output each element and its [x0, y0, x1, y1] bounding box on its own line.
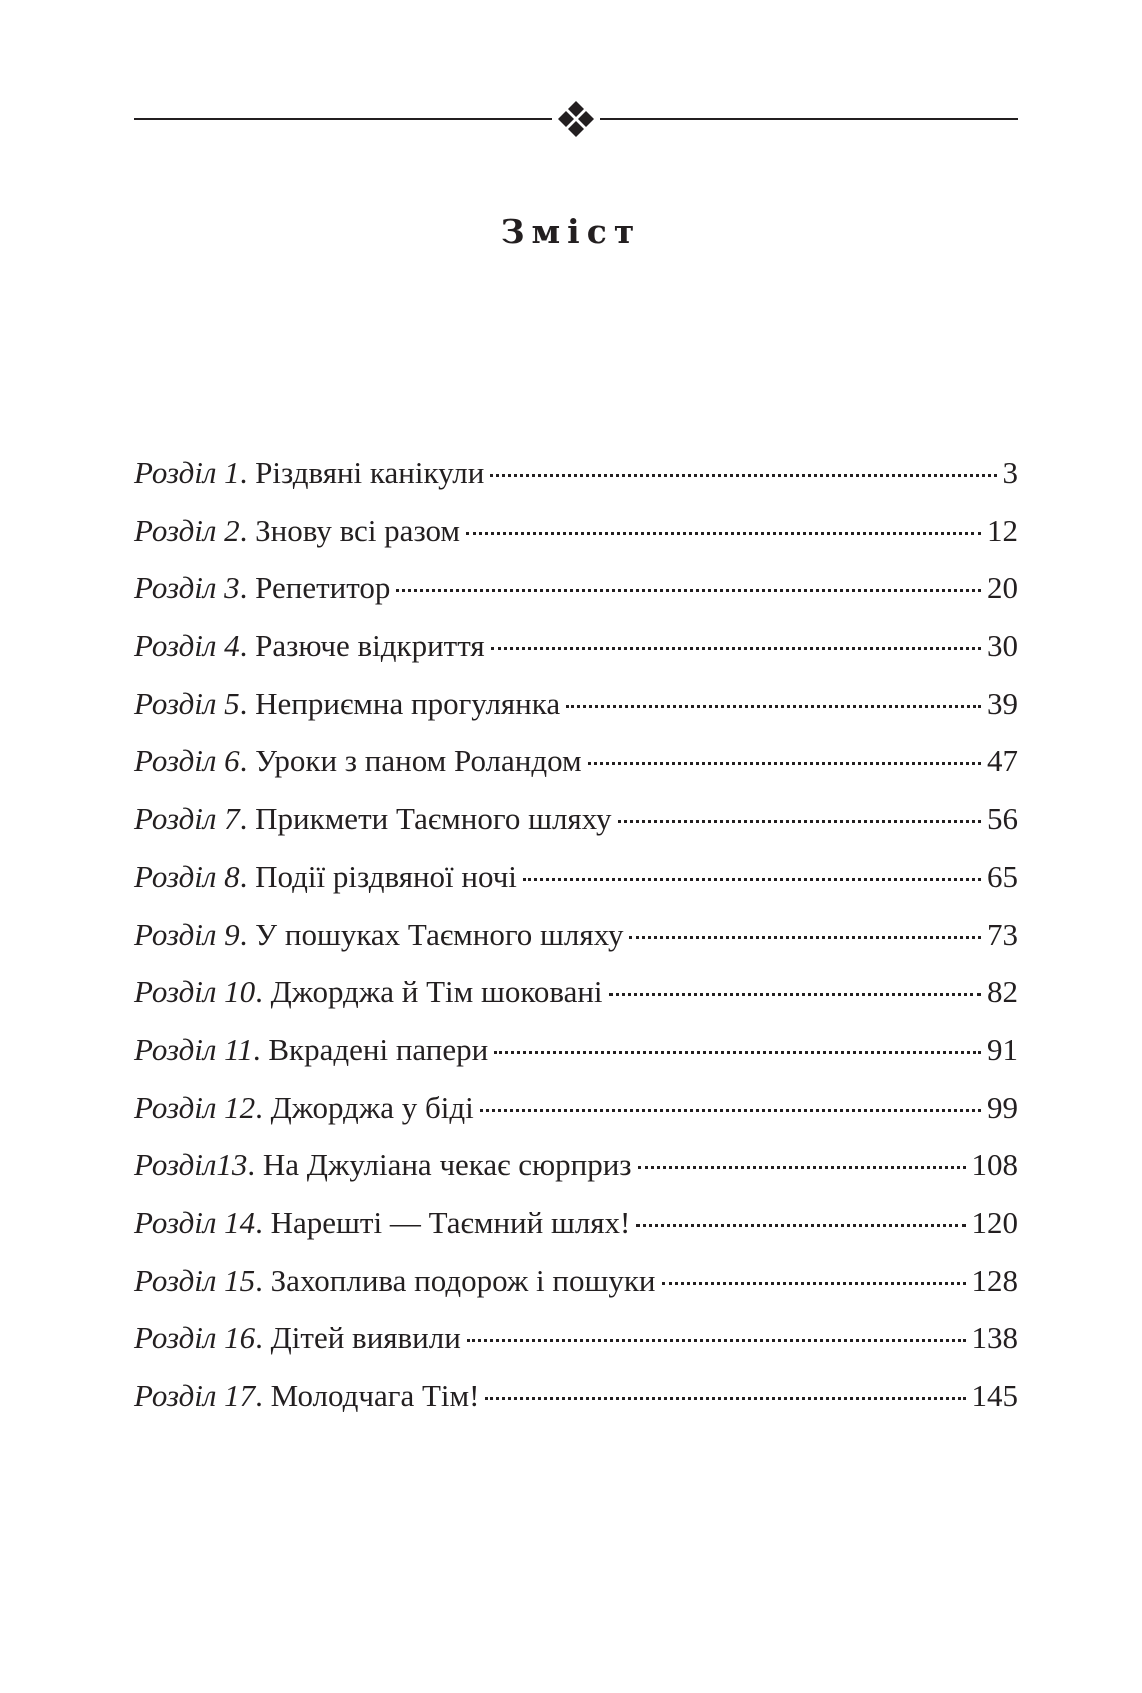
- toc-page-number: 138: [971, 1320, 1018, 1356]
- toc-entry: [134, 1090, 1018, 1148]
- page-title: Зміст: [500, 212, 642, 251]
- toc-entry: [134, 513, 1018, 571]
- toc-entry: [134, 1147, 1018, 1205]
- table-of-contents: [134, 455, 1018, 1436]
- toc-leader-dots: [396, 589, 981, 592]
- toc-leader-dots: [638, 1166, 966, 1169]
- toc-leader-dots: [588, 762, 981, 765]
- toc-chapter-title: Репетитор: [255, 570, 391, 606]
- toc-separator: .: [255, 1320, 271, 1356]
- toc-leader-dots: [566, 705, 981, 708]
- toc-chapter-label: Розділ 11: [134, 1031, 253, 1067]
- toc-separator: .: [255, 1378, 271, 1413]
- toc-leader-dots: [466, 532, 981, 535]
- toc-page-number: 56: [987, 801, 1018, 837]
- toc-separator: .: [255, 1089, 271, 1125]
- toc-chapter-title: У пошуках Таємного шляху: [255, 916, 624, 952]
- toc-chapter-title: Захоплива подорож і пошуки: [270, 1262, 656, 1298]
- toc-chapter-label: Розділ 14: [134, 1204, 256, 1240]
- toc-chapter-label: Розділ 6: [134, 743, 240, 779]
- toc-leader-dots: [467, 1339, 966, 1342]
- toc-separator: .: [247, 1147, 263, 1183]
- toc-entry: [134, 1378, 1018, 1436]
- toc-entry: [134, 859, 1018, 917]
- toc-entry: [134, 1263, 1018, 1321]
- toc-chapter-label: Розділ 9: [134, 916, 240, 952]
- toc-chapter-label: Розділ13: [134, 1147, 248, 1183]
- toc-chapter-title: Джорджа у біді: [270, 1089, 474, 1125]
- toc-chapter-title: На Джуліана чекає сюрприз: [262, 1147, 632, 1183]
- toc-chapter-label: Розділ 4: [134, 628, 240, 664]
- toc-leader-dots: [494, 1051, 981, 1054]
- toc-chapter-label: Розділ 5: [134, 685, 240, 721]
- toc-page-number: 3: [1002, 455, 1018, 490]
- toc-chapter-title: Дітей виявили: [270, 1320, 461, 1356]
- toc-page-number: 65: [987, 858, 1018, 894]
- toc-entry: [134, 974, 1018, 1032]
- toc-leader-dots: [485, 1397, 965, 1400]
- toc-leader-dots: [662, 1282, 966, 1285]
- toc-chapter-label: Розділ 15: [134, 1262, 256, 1298]
- toc-separator: .: [255, 1204, 271, 1240]
- toc-entry: [134, 743, 1018, 801]
- toc-chapter-label: Розділ 16: [134, 1320, 256, 1356]
- ornament-rule: [134, 99, 1018, 139]
- toc-chapter-title: Молодчага Тім!: [270, 1378, 480, 1413]
- toc-entry: [134, 628, 1018, 686]
- toc-page-number: 39: [987, 685, 1018, 721]
- toc-leader-dots: [636, 1224, 965, 1227]
- toc-chapter-title: Вкрадені папери: [268, 1031, 489, 1067]
- toc-page-number: 120: [971, 1204, 1018, 1240]
- toc-leader-dots: [629, 936, 981, 939]
- toc-entry: [134, 1032, 1018, 1090]
- toc-page-number: 73: [987, 916, 1018, 952]
- toc-page-number: 12: [987, 512, 1018, 548]
- toc-page-number: 20: [987, 570, 1018, 606]
- toc-entry: [134, 917, 1018, 975]
- toc-separator: .: [239, 570, 256, 606]
- toc-leader-dots: [491, 647, 981, 650]
- toc-separator: .: [239, 685, 256, 721]
- toc-chapter-title: Уроки з паном Роландом: [255, 743, 582, 779]
- toc-page-number: 128: [971, 1262, 1018, 1298]
- toc-entry: [134, 1320, 1018, 1378]
- toc-entry: [134, 455, 1018, 513]
- toc-chapter-label: Розділ 3: [134, 570, 240, 606]
- toc-leader-dots: [490, 474, 996, 477]
- toc-chapter-label: Розділ 8: [134, 858, 240, 894]
- toc-entry: [134, 801, 1018, 859]
- toc-page-number: 47: [987, 743, 1018, 779]
- toc-chapter-title: Різдвяні канікули: [255, 455, 485, 490]
- toc-page-number: 99: [987, 1089, 1018, 1125]
- toc-chapter-title: Події різдвяної ночі: [255, 858, 517, 894]
- toc-separator: .: [239, 801, 256, 837]
- toc-entry: [134, 686, 1018, 744]
- toc-separator: .: [239, 916, 256, 952]
- toc-separator: .: [239, 628, 256, 664]
- toc-leader-dots: [523, 878, 981, 881]
- toc-separator: .: [239, 455, 256, 490]
- toc-page-number: 82: [987, 974, 1018, 1010]
- toc-leader-dots: [480, 1109, 981, 1112]
- toc-leader-dots: [609, 993, 981, 996]
- toc-chapter-label: Розділ 12: [134, 1089, 256, 1125]
- toc-chapter-label: Розділ 7: [134, 801, 240, 837]
- toc-chapter-title: Джорджа й Тім шоковані: [270, 974, 603, 1010]
- toc-leader-dots: [618, 820, 981, 823]
- toc-chapter-title: Разюче відкриття: [255, 628, 485, 664]
- toc-separator: .: [239, 743, 256, 779]
- toc-separator: .: [255, 974, 271, 1010]
- toc-separator: .: [239, 512, 256, 548]
- toc-entry: [134, 570, 1018, 628]
- diamond-cluster-icon: [134, 99, 1018, 139]
- toc-separator: .: [239, 858, 256, 894]
- toc-chapter-label: Розділ 2: [134, 512, 240, 548]
- toc-separator: .: [252, 1031, 269, 1067]
- toc-entry: [134, 1205, 1018, 1263]
- toc-separator: .: [255, 1262, 271, 1298]
- toc-chapter-title: Прикмети Таємного шляху: [255, 801, 612, 837]
- toc-page-number: 145: [971, 1378, 1018, 1413]
- toc-chapter-title: Нарешті — Таємний шлях!: [270, 1204, 631, 1240]
- toc-page-number: 91: [987, 1031, 1018, 1067]
- toc-chapter-title: Знову всі разом: [255, 512, 461, 548]
- toc-chapter-title: Неприємна прогулянка: [255, 685, 561, 721]
- toc-chapter-label: Розділ 17: [134, 1378, 256, 1413]
- toc-page-number: 30: [987, 628, 1018, 664]
- toc-chapter-label: Розділ 1: [134, 455, 240, 490]
- toc-page-number: 108: [971, 1147, 1018, 1183]
- toc-chapter-label: Розділ 10: [134, 974, 256, 1010]
